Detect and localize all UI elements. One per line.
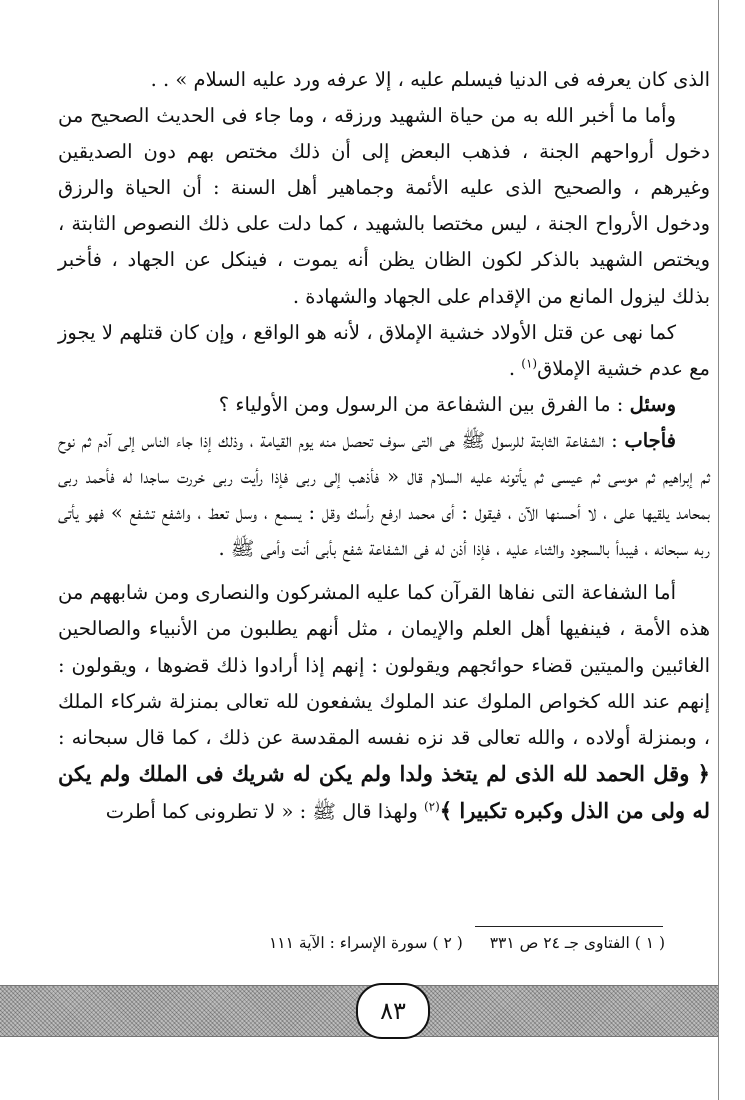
- footnote-1: ( ١ ) الفتاوى جـ ٢٤ ص ٣٣١: [489, 934, 665, 952]
- footnote-divider: [475, 926, 663, 927]
- footnote-2: ( ٢ ) سورة الإسراء : الآية ١١١: [268, 934, 463, 952]
- page-body: [58, 62, 710, 830]
- footnote-ref-1: (١): [521, 356, 538, 371]
- answer-paragraph: [58, 423, 710, 567]
- paragraph-text: أما الشفاعة التى نفاها القرآن كما عليه المشركون والنصارى ومن شابههم من هذه الأمة ، فينفيها أهل العلم والإيمان ، مثل أنهم يطلبون من الأنبياء والصالحين الغائبين والميتين قضاء حوائجهم ويقولون : إنهم إذا أرادوا ذلك قضوها ، ويقولون : إنهم عند الله كخواص الملوك عند الملوك يشفعون لله تعالى بمنزلة شركاء الملك ، وبمنزلة أولاده ، والله تعالى قد نزه نفسه المقدسة عن ذلك ، كما قال سبحانه :: [58, 581, 710, 749]
- paragraph-1: [58, 62, 710, 98]
- page-edge-line: [718, 0, 719, 1100]
- footnotes: [160, 930, 665, 956]
- quran-verse: ﴿ وقل الحمد لله الذى لم يتخذ ولدا ولم يكن له شريك فى الملك ولم يكن له ولى من الذل وكبره تكبيرا ﴾: [58, 760, 710, 823]
- footnote-ref-2: (٢): [423, 799, 440, 814]
- paragraph-3: [58, 315, 710, 387]
- paragraph-tail: .: [508, 356, 522, 380]
- paragraph-tail: ولهذا قال ﷺ : « لا تطرونى كما أطرت: [105, 799, 424, 823]
- paragraph-text: وأما ما أخبر الله به من حياة الشهيد ورزقه ، وما جاء فى الحديث الصحيح من دخول أرواحهم الجنة ، فذهب البعض إلى أن ذلك مختص بهم دون الصديقين وغيرهم ، والصحيح الذى عليه الأئمة وجماهير أهل السنة : أن الحياة والرزق ودخول الأرواح الجنة ، ليس مختصا بالشهيد ، كما دلت على ذلك النصوص الثابتة ، ويختص الشهيد بالذكر لكون الظان يظن أنه يموت ، فينكل عن الجهاد ، فأخبر بذلك ليزول المانع من الإقدام على الجهاد والشهادة .: [58, 104, 710, 308]
- paragraph-text: كما نهى عن قتل الأولاد خشية الإملاق ، لأنه هو الواقع ، وإن كان قتلهم لا يجوز مع عدم خشية الإملاق: [58, 320, 710, 380]
- paragraph-text: : ما الفرق بين الشفاعة من الرسول ومن الأولياء ؟: [218, 392, 630, 416]
- page-number: ٨٣: [356, 983, 430, 1039]
- paragraph-text: الذى كان يعرفه فى الدنيا فيسلم عليه ، إلا عرفه ورد عليه السلام » . .: [150, 68, 710, 91]
- paragraph-6: [58, 575, 710, 830]
- paragraph-2: [58, 98, 710, 315]
- answer-lead: فأجاب: [624, 428, 676, 452]
- paragraph-text: : الشفاعة الثابتة للرسول ﷺ هى التى سوف تحصل منه يوم القيامة ، وذلك إذا جاء الناس إلى آدم ثم نوح ثم إبراهيم ثم موسى ثم عيسى ثم يأتونه عليه السلام قال « فأذهب إلى ربى فإذا رأيت ربى خررت ساجدا له فأحمد ربى بمحامد يلقيها على ، لا أحسنها الآن ، فيقول : أى محمد ارفع رأسك وقل : يسمع ، وسل تعط ، واشفع تشفع » فهو يأتى ربه سبحانه ، فيبدأ بالسجود والثناء عليه ، فإذا أذن له فى الشفاعة شفع بأبى أنت وأمى ﷺ .: [58, 428, 710, 561]
- question-paragraph: [58, 387, 710, 423]
- question-lead: وسئل: [629, 392, 676, 416]
